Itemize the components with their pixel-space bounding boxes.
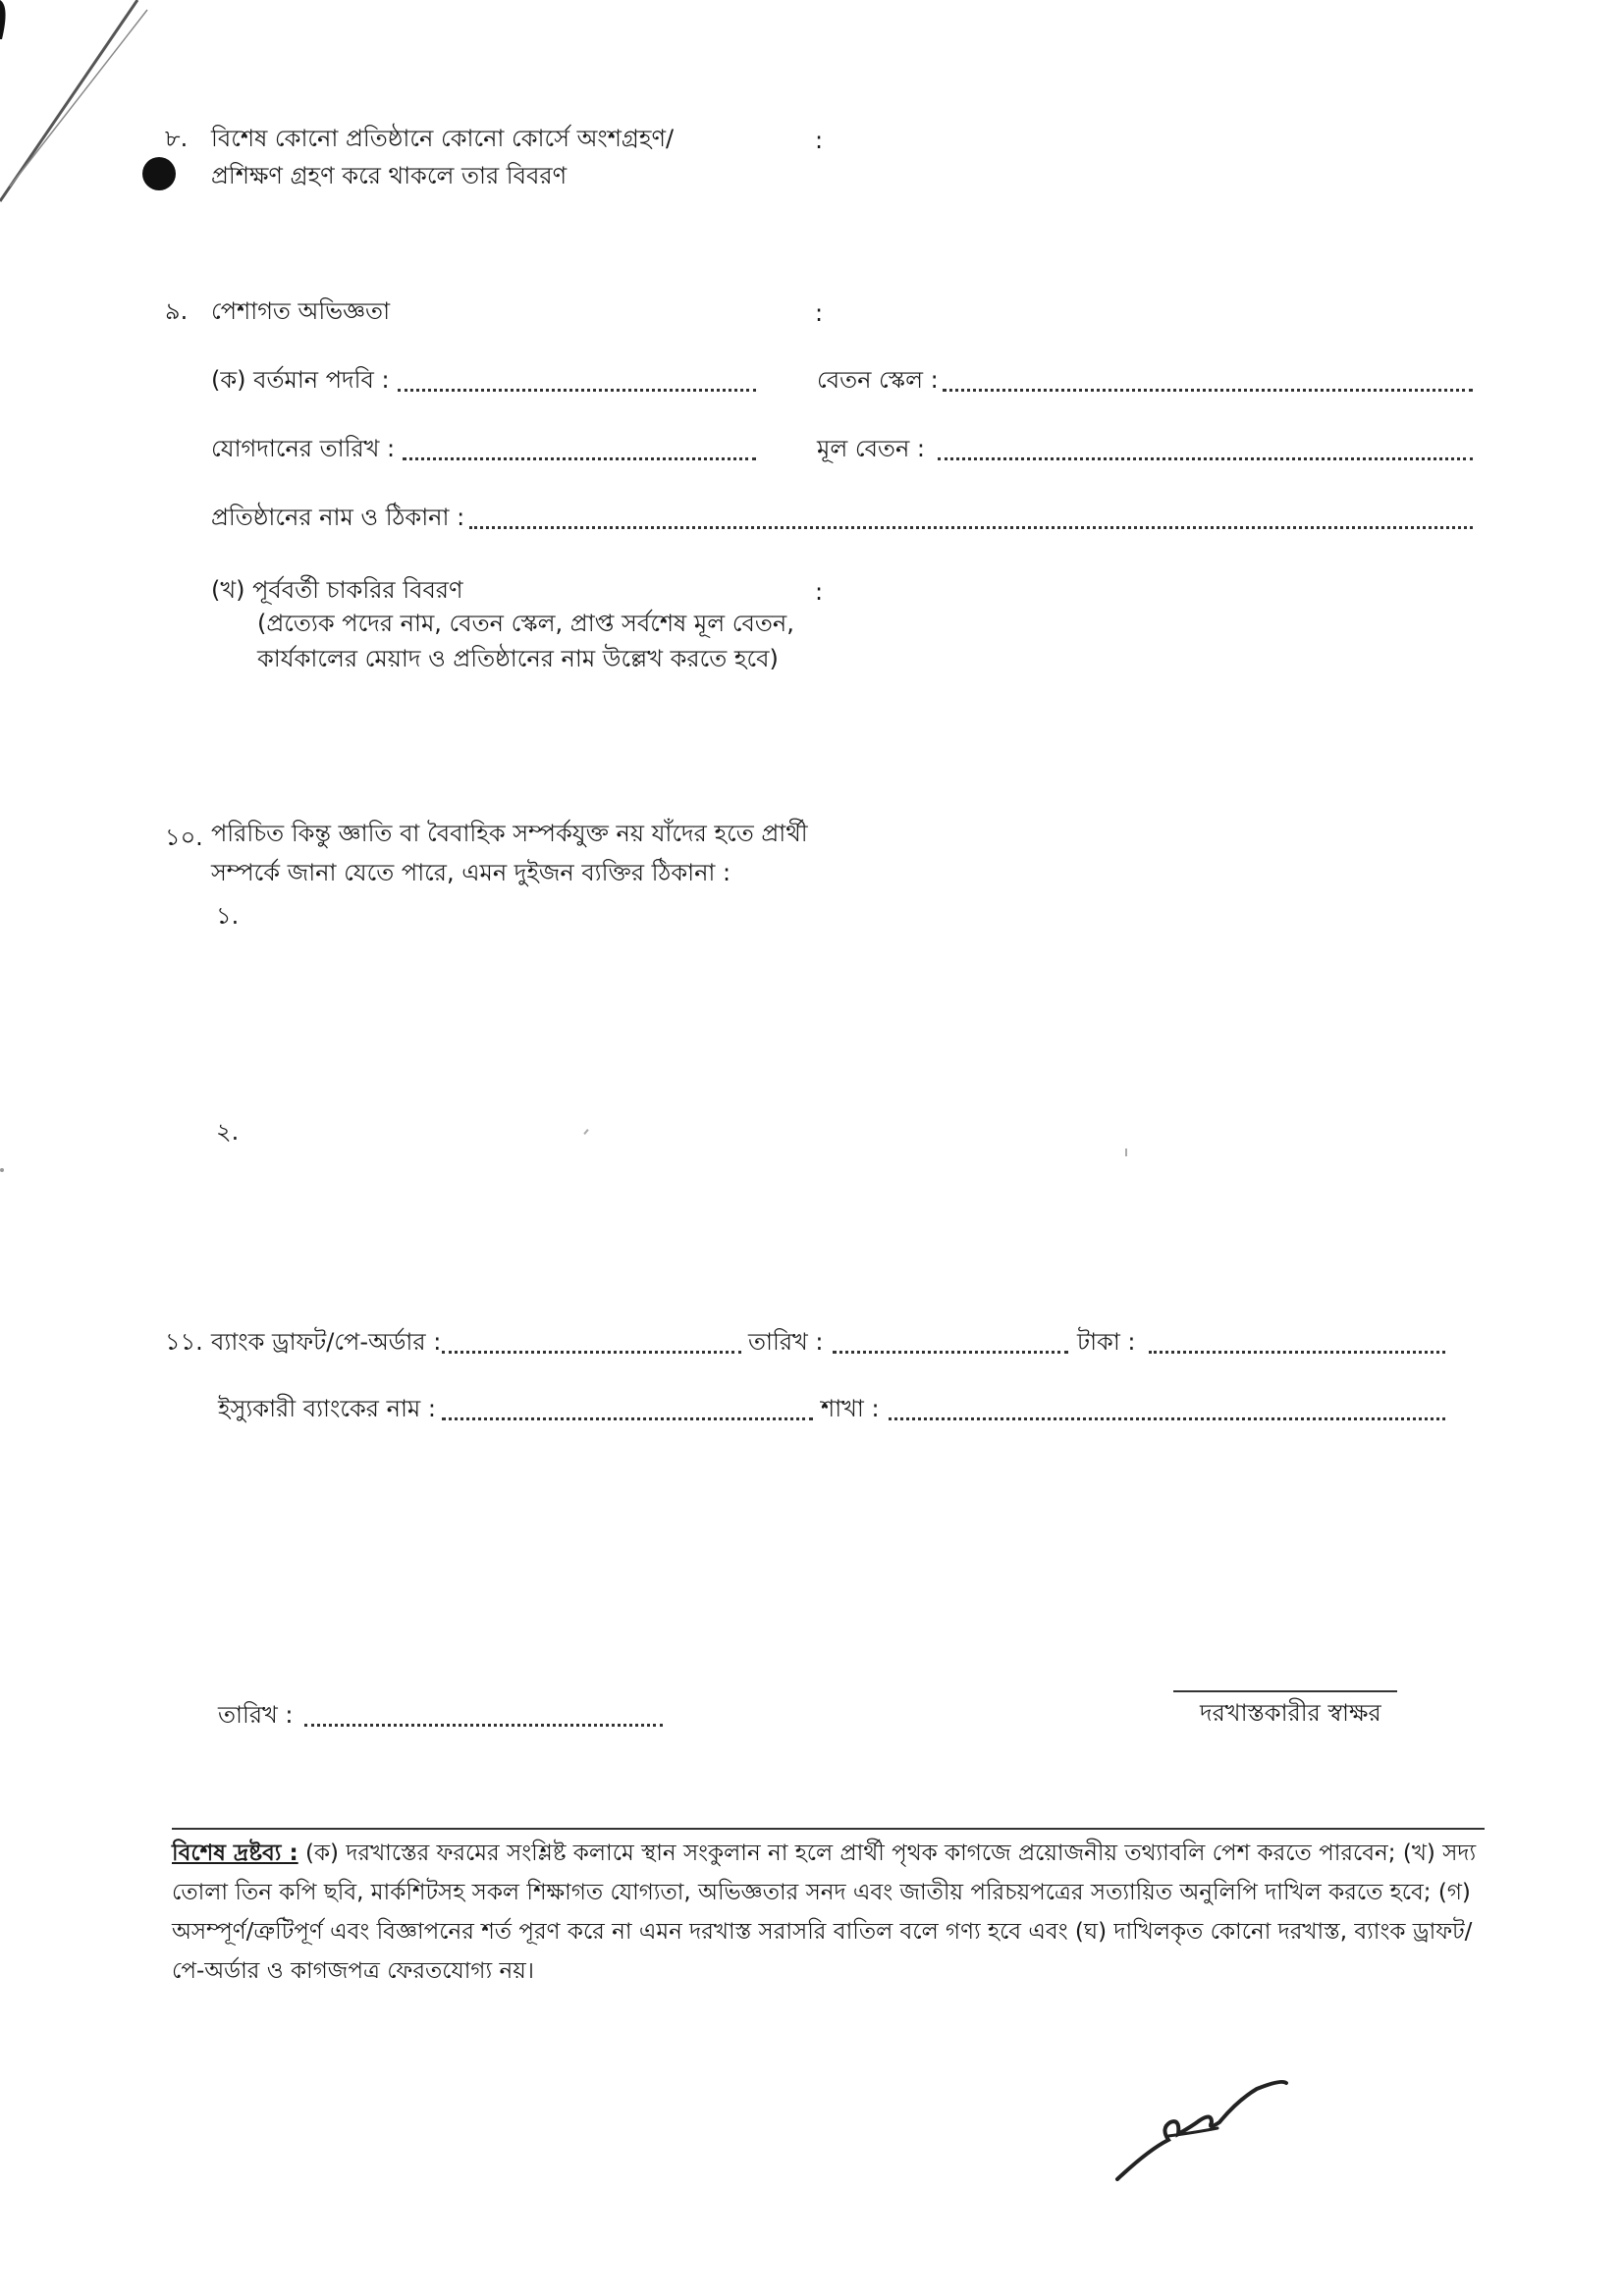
issuing-bank-label: ইস্যুকারী ব্যাংকের নাম : <box>218 1395 436 1422</box>
item10-line2: সম্পর্কে জানা যেতে পারে, এমন দুইজন ব্যক্তির ঠিকানা : <box>211 859 731 886</box>
current-post-label: (ক) বর্তমান পদবি : <box>211 366 390 394</box>
special-note-heading: বিশেষ দ্রষ্টব্য : <box>172 1841 298 1866</box>
draft-date-field[interactable] <box>833 1351 1068 1354</box>
item9-title: পেশাগত অভিজ্ঞতা <box>211 297 391 325</box>
item8-line2: প্রশিক্ষণ গ্রহণ করে থাকলে তার বিবরণ <box>211 162 568 189</box>
previous-job-note-2: কার্যকালের মেয়াদ ও প্রতিষ্ঠানের নাম উল্লেখ করতে হবে) <box>257 645 779 672</box>
joining-date-label: যোগদানের তারিখ : <box>211 435 396 462</box>
reference-1-number: ১. <box>216 902 240 930</box>
organization-field[interactable] <box>469 526 1473 529</box>
item9-number: ৯. <box>165 297 189 325</box>
bank-draft-label: ব্যাংক ড্রাফট/পে-অর্ডার : <box>211 1328 442 1356</box>
note-divider <box>172 1828 1485 1830</box>
previous-job-label: (খ) পূর্ববর্তী চাকরির বিবরণ <box>211 576 463 604</box>
item8-number: ৮. <box>165 125 189 152</box>
item9-colon: : <box>815 299 824 327</box>
basic-pay-label: মূল বেতন : <box>817 435 925 462</box>
basic-pay-field[interactable] <box>938 457 1473 460</box>
scan-speck <box>1125 1148 1132 1156</box>
item8-line1: বিশেষ কোনো প্রতিষ্ঠানে কোনো কোর্সে অংশগ্রহণ/ <box>211 125 675 152</box>
scan-speck <box>0 1168 4 1172</box>
item10-line1: পরিচিত কিন্তু জ্ঞাতি বা বৈবাহিক সম্পর্কযুক্ত নয় যাঁদের হতে প্রার্থী <box>211 820 808 847</box>
pay-scale-field[interactable] <box>943 389 1473 392</box>
footer-date-field[interactable] <box>304 1724 663 1727</box>
reference-2-number: ২. <box>216 1118 240 1146</box>
organization-label: প্রতিষ্ঠানের নাম ও ঠিকানা : <box>211 504 465 531</box>
bank-draft-field[interactable] <box>442 1351 741 1354</box>
previous-job-note-1: (প্রত্যেক পদের নাম, বেতন স্কেল, প্রাপ্ত সর্বশেষ মূল বেতন, <box>257 610 794 637</box>
item10-number: ১০. <box>165 824 203 851</box>
pay-scale-label: বেতন স্কেল : <box>817 366 939 394</box>
signature-line <box>1173 1690 1397 1692</box>
scan-speck <box>583 1129 588 1135</box>
item11-number: ১১. <box>165 1328 203 1356</box>
special-note <box>172 1834 1488 1991</box>
joining-date-field[interactable] <box>403 457 756 460</box>
special-note-body: (ক) দরখাস্তের ফরমের সংশ্লিষ্ট কলামে স্থান সংকুলান না হলে প্রার্থী পৃথক কাগজে প্রয়োজনীয় তথ্যাবলি পেশ করতে পারবেন; (খ) সদ্য তোলা তিন কপি ছবি, মার্কশিটসহ সকল শিক্ষাগত যোগ্যতা, অভিজ্ঞতার সনদ এবং জাতীয় পরিচয়পত্রের সত্যায়িত অনুলিপি দাখিল করতে হবে; (গ) অসম্পূর্ণ/ত্রুটিপূর্ণ এবং বিজ্ঞাপনের শর্ত পূরণ করে না এমন দরখাস্ত সরাসরি বাতিল বলে গণ্য হবে এবং (ঘ) দাখিলকৃত কোনো দরখাস্ত, ব্যাংক ড্রাফট/পে-অর্ডার ও কাগজপত্র ফেরতযোগ্য নয়। <box>172 1841 1477 1984</box>
branch-field[interactable] <box>889 1417 1445 1420</box>
amount-field[interactable] <box>1149 1351 1445 1354</box>
applicant-signature-label: দরখাস্তকারীর স্বাক্ষর <box>1200 1699 1381 1727</box>
punch-hole-dot <box>142 157 176 190</box>
footer-date-label: তারিখ : <box>218 1701 294 1729</box>
handwritten-signature-mark <box>1109 2071 1306 2189</box>
previous-job-colon: : <box>815 578 824 606</box>
issuing-bank-field[interactable] <box>442 1417 813 1420</box>
current-post-field[interactable] <box>398 389 756 392</box>
branch-label: শাখা : <box>821 1395 880 1422</box>
draft-date-label: তারিখ : <box>748 1328 824 1356</box>
scan-edge-mark <box>0 0 196 226</box>
item8-colon: : <box>815 127 824 154</box>
amount-label: টাকা : <box>1077 1328 1136 1356</box>
